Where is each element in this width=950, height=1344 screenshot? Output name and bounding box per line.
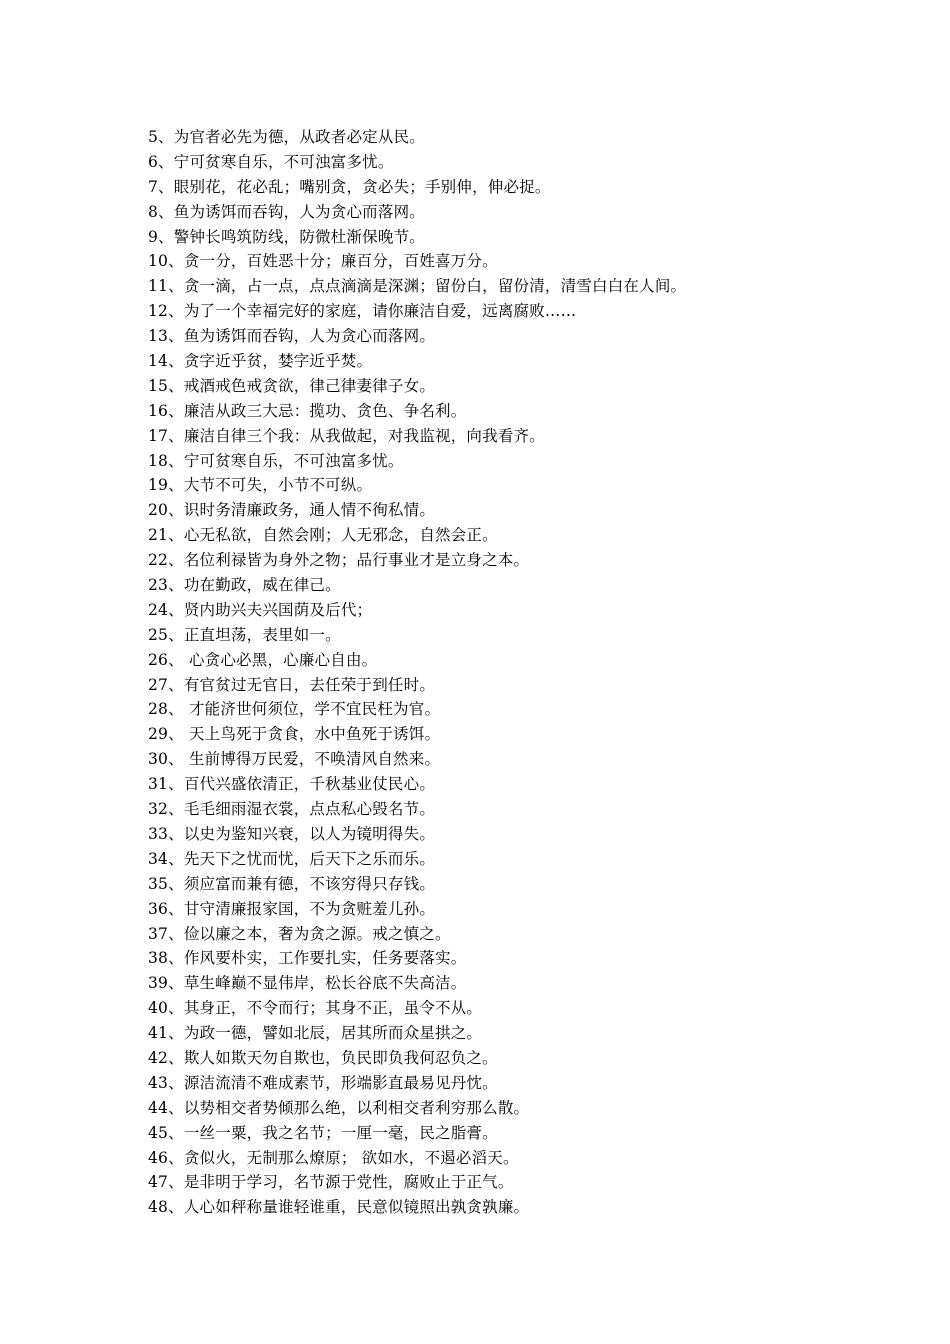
list-item: 47、是非明于学习，名节源于党性，腐败止于正气。 — [148, 1173, 514, 1192]
list-item: 7、眼别花，花必乱；嘴别贪，贪必失；手别伸，伸必捉。 — [148, 177, 551, 196]
list-item: 38、作风要朴实，工作要扎实，任务要落实。 — [148, 949, 467, 968]
quote-list — [148, 125, 908, 1220]
list-item: 21、心无私欲，自然会刚；人无邪念，自然会正。 — [148, 526, 498, 545]
list-item: 46、贪似火，无制那么燎原； 欲如水，不遏必滔天。 — [148, 1148, 519, 1167]
list-item: 18、宁可贫寒自乐，不可浊富多忧。 — [148, 451, 404, 470]
list-item: 9、警钟长鸣筑防线，防微杜渐保晚节。 — [148, 227, 425, 246]
list-item: 22、名位利禄皆为身外之物；品行事业才是立身之本。 — [148, 551, 530, 570]
list-item: 35、须应富而兼有德，不该穷得只存钱。 — [148, 874, 436, 893]
list-item: 12、为了一个幸福完好的家庭，请你廉洁自爱，远离腐败…… — [148, 302, 577, 321]
list-item: 6、宁可贫寒自乐，不可浊富多忧。 — [148, 152, 394, 171]
list-item: 13、鱼为诱饵而吞钩，人为贪心而落网。 — [148, 327, 436, 346]
list-item: 33、以史为鉴知兴衰，以人为镜明得失。 — [148, 824, 436, 843]
list-item: 5、为官者必先为德，从政者必定从民。 — [148, 128, 425, 146]
list-item: 29、 天上鸟死于贪食，水中鱼死于诱饵。 — [148, 725, 441, 744]
list-item: 26、 心贪心必黑，心廉心自由。 — [148, 650, 378, 669]
list-item: 45、一丝一粟，我之名节；一厘一毫，民之脂膏。 — [148, 1123, 498, 1142]
list-item: 24、贤内助兴夫兴国荫及后代； — [148, 600, 373, 619]
list-item: 11、贪一滴，占一点，点点滴滴是深渊；留份白，留份清，清雪白白在人间。 — [148, 277, 687, 296]
list-item: 32、毛毛细雨湿衣裳，点点私心毁名节。 — [148, 800, 436, 819]
list-item: 30、 生前博得万民爱，不唤清风自然来。 — [148, 750, 441, 769]
list-item: 31、百代兴盛依清正，千秋基业仗民心。 — [148, 775, 436, 794]
list-item: 34、先天下之忧而忧，后天下之乐而乐。 — [148, 849, 436, 868]
list-item: 41、为政一德，譬如北辰，居其所而众星拱之。 — [148, 1024, 483, 1043]
list-item: 10、贪一分，百姓恶十分；廉百分，百姓喜万分。 — [148, 252, 498, 271]
list-item: 28、 才能济世何须位，学不宜民枉为官。 — [148, 700, 441, 719]
list-item: 36、甘守清廉报家国，不为贪赃羞儿孙。 — [148, 899, 436, 918]
list-item: 20、识时务清廉政务，通人情不徇私情。 — [148, 501, 436, 520]
list-item: 43、源洁流清不难成素节，形端影直最易见丹忱。 — [148, 1073, 498, 1092]
list-item: 39、草生峰巅不显伟岸，松长谷底不失高洁。 — [148, 974, 467, 993]
list-item: 44、以势相交者势倾那么绝，以利相交者利穷那么散。 — [148, 1098, 530, 1117]
list-item: 8、鱼为诱饵而吞钩，人为贪心而落网。 — [148, 202, 425, 221]
list-item: 16、廉洁从政三大忌：揽功、贪色、争名利。 — [148, 401, 467, 420]
list-item: 37、俭以廉之本，奢为贪之源。戒之慎之。 — [148, 924, 451, 943]
list-item: 14、贪字近乎贫，婪字近乎焚。 — [148, 352, 373, 371]
list-item: 27、有官贫过无官日，去任荣于到任时。 — [148, 675, 436, 694]
list-item: 19、大节不可失，小节不可纵。 — [148, 476, 373, 495]
list-item: 25、正直坦荡，表里如一。 — [148, 625, 341, 644]
list-item: 48、人心如秤称量谁轻谁重，民意似镜照出孰贪孰廉。 — [148, 1198, 530, 1217]
list-item: 23、功在勤政，威在律己。 — [148, 576, 341, 595]
list-item: 17、廉洁自律三个我：从我做起，对我监视，向我看齐。 — [148, 426, 545, 445]
list-item: 40、其身正，不令而行；其身不正，虽令不从。 — [148, 999, 483, 1018]
list-item: 42、欺人如欺天勿自欺也，负民即负我何忍负之。 — [148, 1048, 498, 1067]
list-item: 15、戒酒戒色戒贪欲，律己律妻律子女。 — [148, 376, 436, 395]
